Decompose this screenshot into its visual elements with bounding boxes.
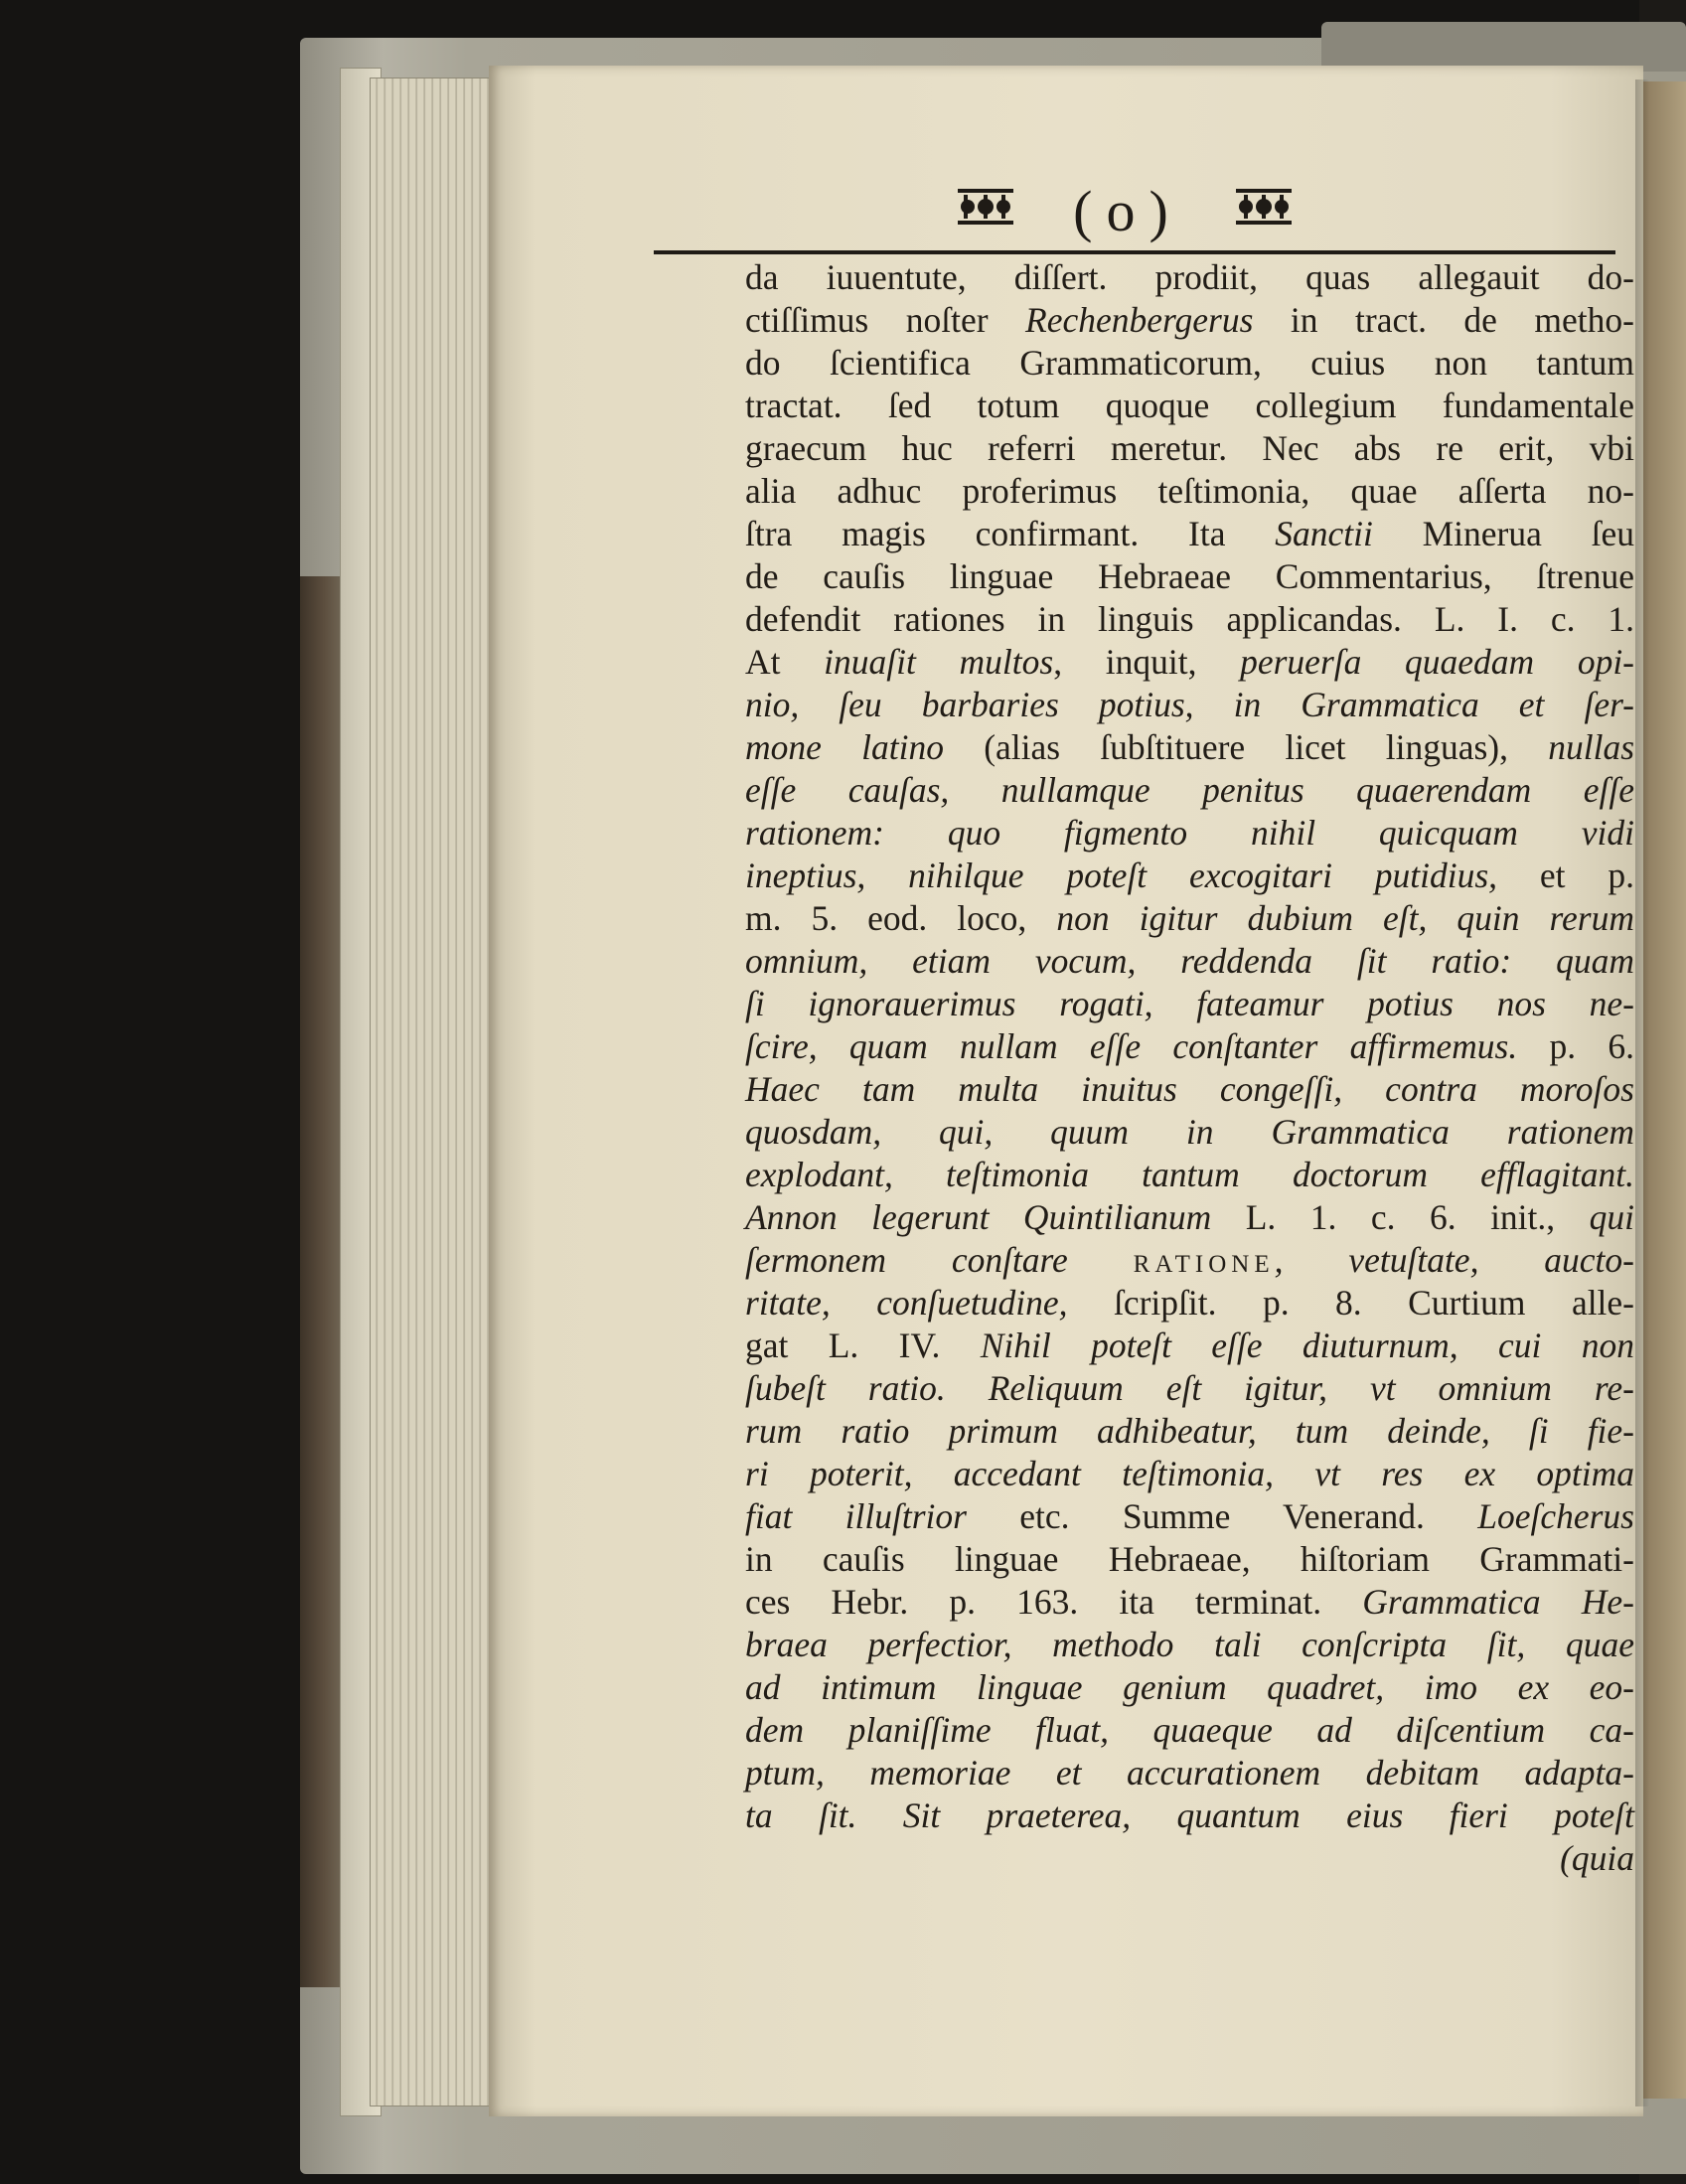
italic-run: fiat illuſtrior [745, 1496, 967, 1536]
italic-run: explodant, teſtimonia tantum doctorum efflagitant. [745, 1155, 1634, 1194]
text-line [745, 641, 1634, 684]
italic-run: rum ratio primum adhibeatur, tum deinde, ſi fie- [745, 1411, 1634, 1451]
fleuron-ornament-icon [954, 185, 1017, 229]
italic-run: ineptius, nihilque poteſt excogitari putidius, [745, 856, 1498, 895]
text-line [745, 769, 1634, 812]
text-run: ratione [1133, 1240, 1275, 1280]
italic-run: ritate, conſuetudine, [745, 1283, 1068, 1323]
text-run: m. 5. eod. loco, [745, 898, 1057, 938]
italic-run: (quia [1560, 1838, 1634, 1878]
text-line [745, 855, 1634, 897]
text-run: At [745, 642, 825, 682]
text-line [745, 1068, 1634, 1111]
text-line [745, 1239, 1634, 1282]
italic-run: peruerſa quaedam opi- [1240, 642, 1635, 682]
text-line [745, 385, 1634, 427]
page-gutter-shadow [1635, 79, 1649, 2106]
italic-run: dem planiſſime fluat, quaeque ad diſcentium ca- [745, 1710, 1634, 1750]
italic-run: Annon legerunt Quintilianum [745, 1197, 1212, 1237]
text-line [745, 1196, 1634, 1239]
running-header [656, 177, 1629, 246]
italic-run: omnium, etiam vocum, reddenda ſit ratio: quam [745, 941, 1634, 981]
italic-run: non igitur dubium eſt, quin rerum [1056, 898, 1634, 938]
text-run: ces Hebr. p. 163. ita terminat. [745, 1582, 1363, 1622]
text-run: ctiſſimus noſter [745, 300, 1026, 340]
italic-run: Rechenbergerus [1025, 300, 1254, 340]
italic-run: inuaſit multos [824, 642, 1054, 682]
text-line [745, 427, 1634, 470]
italic-run: nio, ſeu barbaries potius, in Grammatica et ſer- [745, 685, 1634, 724]
italic-run: Haec tam multa inuitus congeſſi, contra moroſos [745, 1069, 1634, 1109]
text-run: gat L. IV. [745, 1326, 981, 1365]
italic-run: nullas [1548, 727, 1635, 767]
page-edges [370, 78, 497, 2106]
text-line [745, 1624, 1634, 1666]
text-run: in cauſis linguae Hebraeae, hiſtoriam Grammati- [745, 1539, 1634, 1579]
page-number: (o) [1073, 179, 1182, 243]
text-run: do ſcientifica Grammaticorum, cuius non tantum [745, 343, 1634, 383]
text-line [745, 1666, 1634, 1709]
italic-run: ta ſit. Sit praeterea, quantum eius fieri poteſt [745, 1795, 1634, 1835]
text-line [745, 256, 1634, 299]
italic-run: ptum, memoriae et accurationem debitam adapta- [745, 1753, 1634, 1793]
text-line [745, 555, 1634, 598]
text-run: graecum huc referri meretur. Nec abs re erit, vbi [745, 428, 1634, 468]
italic-run: quosdam, qui, quum in Grammatica rationem [745, 1112, 1634, 1152]
italic-run: ſi ignorauerimus rogati, fateamur potius nos ne- [745, 984, 1634, 1023]
italic-run: , vetuſtate, aucto- [1274, 1240, 1634, 1280]
text-run: Minerua ſeu [1372, 514, 1634, 553]
text-line [745, 1794, 1634, 1837]
text-line [745, 897, 1634, 940]
leather-spine [300, 576, 340, 1987]
italic-run: braea perfectior, methodo tali conſcripta ſit, quae [745, 1625, 1634, 1664]
text-line [745, 1453, 1634, 1495]
text-line [745, 342, 1634, 385]
text-line [745, 1325, 1634, 1367]
text-line [745, 1837, 1634, 1880]
italic-run: ri poterit, accedant teſtimonia, vt res ex optima [745, 1454, 1634, 1493]
text-line [745, 812, 1634, 855]
italic-run: qui [1589, 1197, 1634, 1237]
text-line [745, 1111, 1634, 1154]
text-run: tractat. ſed totum quoque collegium fundamentale [745, 386, 1634, 425]
text-run: defendit rationes in linguis applicandas. L. I. c. 1. [745, 599, 1634, 639]
text-line [745, 513, 1634, 555]
header-rule [654, 250, 1615, 254]
italic-run: rationem: quo figmento nihil quicquam vidi [745, 813, 1634, 853]
text-run: L. 1. c. 6. init., [1211, 1197, 1590, 1237]
text-line [745, 1581, 1634, 1624]
italic-run: eſſe cauſas, nullamque penitus quaerendam eſſe [745, 770, 1634, 810]
text-run: in tract. de metho- [1253, 300, 1634, 340]
text-line [745, 1154, 1634, 1196]
text-line [745, 1752, 1634, 1794]
text-run: de cauſis linguae Hebraeae Commentarius, ſtrenue [745, 556, 1634, 596]
text-line [745, 940, 1634, 983]
fleuron-ornament-icon [1232, 185, 1296, 229]
italic-run: ſubeſt ratio. Reliquum eſt igitur, vt omnium re- [745, 1368, 1634, 1408]
text-run: etc. Summe Venerand. [966, 1496, 1478, 1536]
text-run: da iuuentute, diſſert. prodiit, quas allegauit do- [745, 257, 1634, 297]
italic-run: Nihil poteſt eſſe diuturnum, cui non [980, 1326, 1634, 1365]
italic-run: Loeſcherus [1477, 1496, 1634, 1536]
italic-run: Sanctii [1275, 514, 1373, 553]
text-line [745, 598, 1634, 641]
text-run: , inquit, [1053, 642, 1241, 682]
text-run: ſtra magis confirmant. Ita [745, 514, 1276, 553]
text-line [745, 684, 1634, 726]
text-line [745, 1025, 1634, 1068]
text-line [745, 1367, 1634, 1410]
text-run: p. 6. [1517, 1026, 1634, 1066]
next-leaf-edge [1643, 81, 1686, 2099]
book-cover-top [1321, 22, 1686, 72]
italic-run: ſcire, quam nullam eſſe conſtanter affirmemus. [745, 1026, 1518, 1066]
text-line [745, 1410, 1634, 1453]
body-text [745, 256, 1634, 1880]
text-line [745, 470, 1634, 513]
text-line [745, 1709, 1634, 1752]
text-line [745, 1538, 1634, 1581]
text-line [745, 726, 1634, 769]
italic-run: Grammatica He- [1362, 1582, 1634, 1622]
text-line [745, 299, 1634, 342]
text-line [745, 1495, 1634, 1538]
text-run: et p. [1497, 856, 1634, 895]
text-run: (alias ſubſtituere licet linguas), [943, 727, 1549, 767]
text-line [745, 1282, 1634, 1325]
italic-run: mone latino [745, 727, 944, 767]
text-run: ſcripſit. p. 8. Curtium alle- [1067, 1283, 1634, 1323]
text-run: alia adhuc proferimus teſtimonia, quae aſſerta no- [745, 471, 1634, 511]
italic-run: ſermonem conſtare [745, 1240, 1134, 1280]
italic-run: ad intimum linguae genium quadret, imo ex eo- [745, 1667, 1634, 1707]
text-line [745, 983, 1634, 1025]
